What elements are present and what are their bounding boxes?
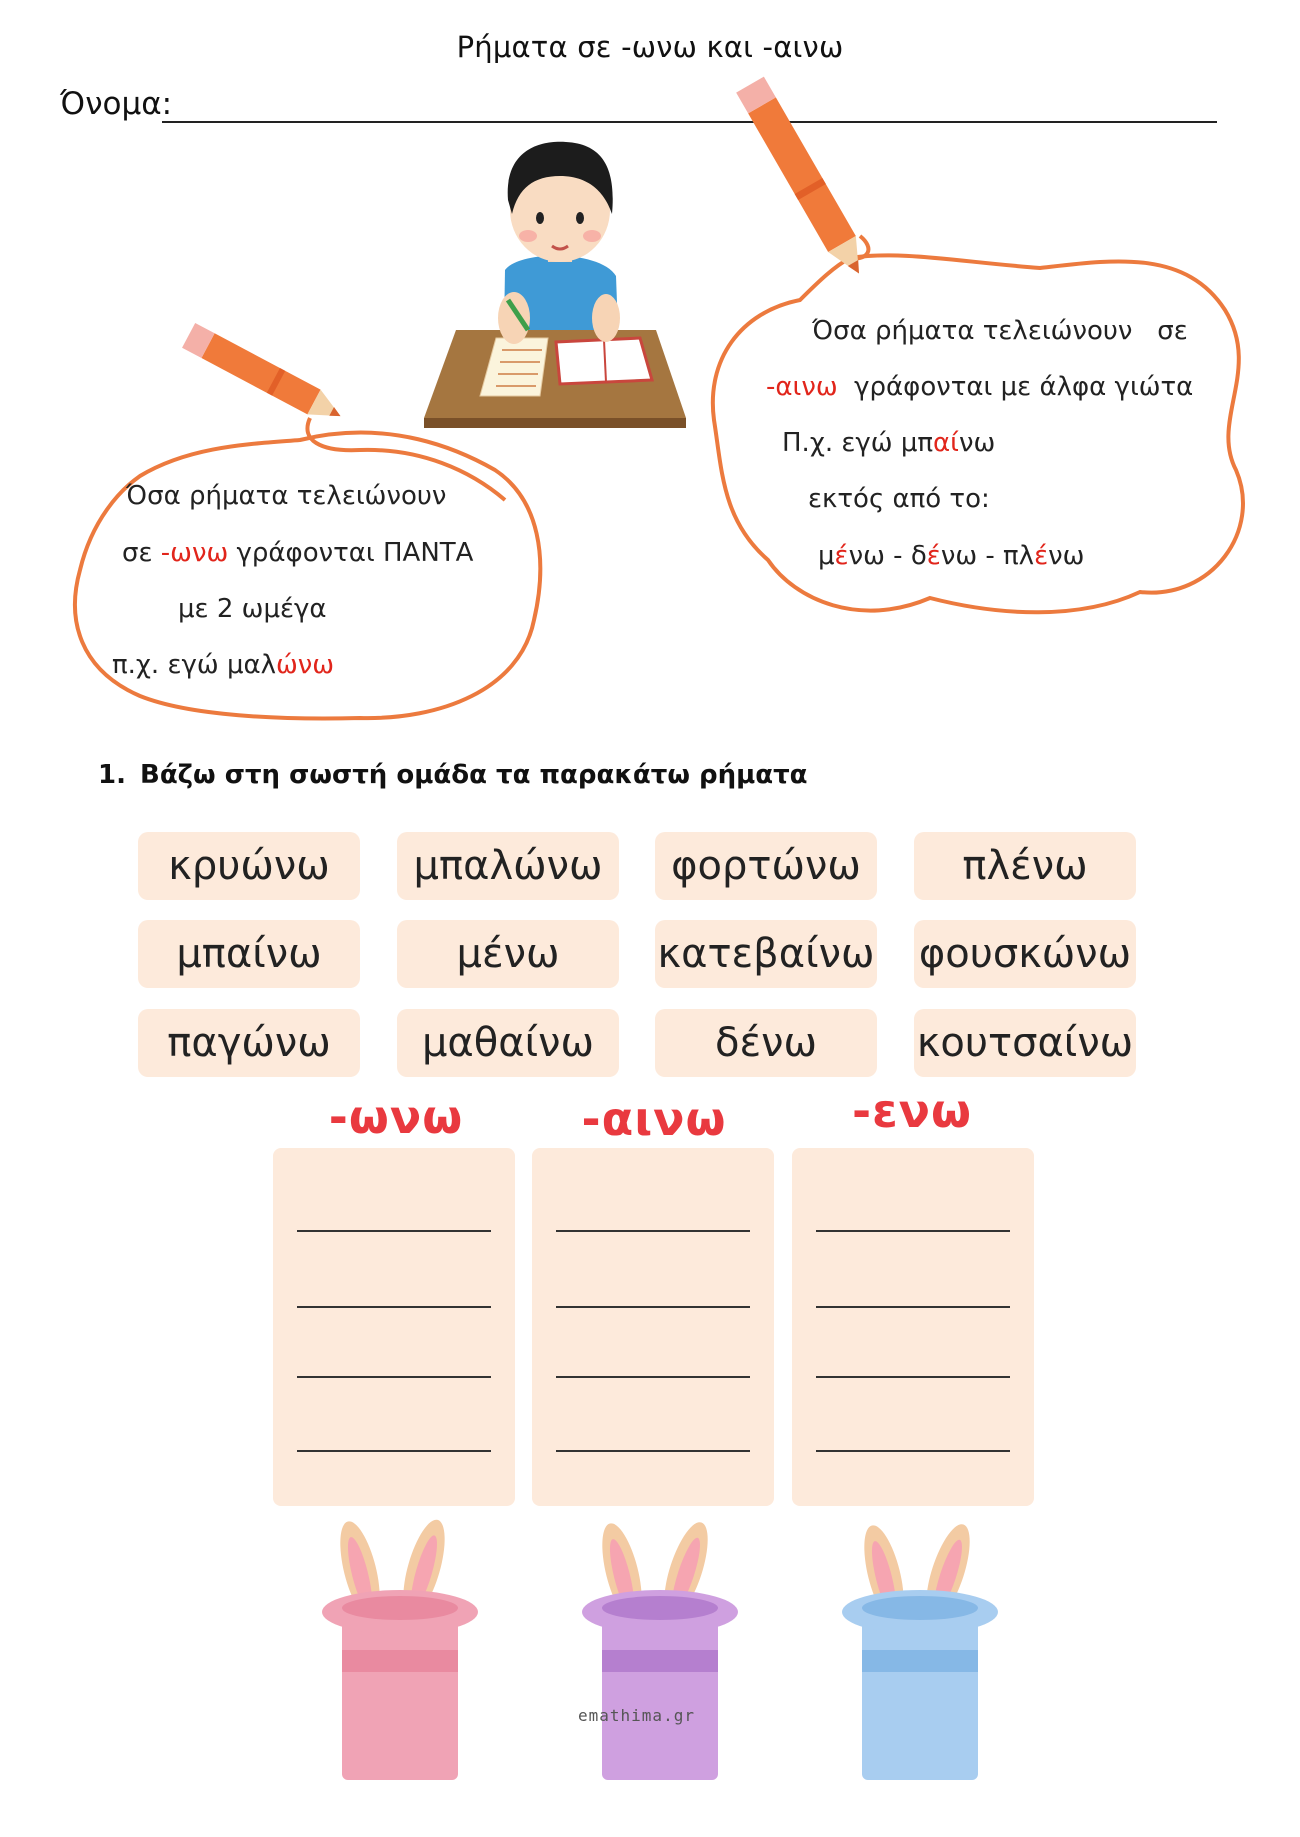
student-illustration-icon bbox=[424, 142, 686, 428]
right-cloud-line3 bbox=[782, 428, 995, 458]
column-heading-onw: -ωνω bbox=[328, 1090, 464, 1144]
word-tile[interactable]: φορτώνω bbox=[655, 832, 877, 900]
answer-line[interactable] bbox=[556, 1230, 750, 1232]
right-cloud-line5 bbox=[818, 541, 1084, 571]
answer-line[interactable] bbox=[816, 1306, 1010, 1308]
exception-word-2-b: νω bbox=[940, 541, 978, 571]
exception-word-2-red: έ bbox=[926, 541, 941, 571]
right-cloud-line2-post: γράφονται με άλφα γιώτα bbox=[837, 372, 1194, 402]
word-tile[interactable]: κρυώνω bbox=[138, 832, 360, 900]
pencil-right-icon bbox=[736, 77, 873, 282]
left-cloud-line1: Όσα ρήματα τελειώνουν bbox=[126, 481, 447, 511]
left-cloud-line2 bbox=[122, 538, 473, 568]
purple-hat-icon bbox=[560, 1510, 760, 1800]
exception-word-3-b: νω bbox=[1048, 541, 1085, 571]
word-tile[interactable]: φουσκώνω bbox=[914, 920, 1136, 988]
column-heading-enw: -ενω bbox=[851, 1084, 972, 1138]
word-tile[interactable]: μπαίνω bbox=[138, 920, 360, 988]
right-cloud-line2 bbox=[766, 372, 1193, 402]
answer-line[interactable] bbox=[297, 1450, 491, 1452]
answer-line[interactable] bbox=[297, 1376, 491, 1378]
answer-line[interactable] bbox=[816, 1450, 1010, 1452]
answer-panel-ainw bbox=[532, 1148, 774, 1506]
exception-separator-1: - bbox=[884, 541, 911, 571]
answer-panel-enw bbox=[792, 1148, 1034, 1506]
site-watermark: emathima.gr bbox=[578, 1706, 695, 1725]
exercise-text: Βάζω στη σωστή ομάδα τα παρακάτω ρήματα bbox=[140, 760, 808, 790]
column-heading-ainw: -αινω bbox=[581, 1092, 727, 1146]
left-cloud-line2-pre: σε bbox=[122, 538, 161, 568]
answer-panel-onw bbox=[273, 1148, 515, 1506]
word-tile[interactable]: παγώνω bbox=[138, 1009, 360, 1077]
word-tile[interactable]: μπαλώνω bbox=[397, 832, 619, 900]
answer-line[interactable] bbox=[556, 1376, 750, 1378]
exception-word-1-b: νω bbox=[848, 541, 885, 571]
left-cloud-line4-suffix: ώνω bbox=[276, 650, 335, 680]
exception-word-3-red: έ bbox=[1034, 541, 1049, 571]
answer-line[interactable] bbox=[556, 1450, 750, 1452]
word-tile[interactable]: κατεβαίνω bbox=[655, 920, 877, 988]
answer-line[interactable] bbox=[297, 1230, 491, 1232]
left-cloud-line3: με 2 ωμέγα bbox=[178, 594, 327, 624]
word-tile[interactable]: μαθαίνω bbox=[397, 1009, 619, 1077]
word-tile[interactable]: μένω bbox=[397, 920, 619, 988]
left-cloud-line2-suffix: -ωνω bbox=[160, 538, 229, 568]
right-cloud-line4: εκτός από το: bbox=[808, 484, 990, 514]
exception-word-3-a: πλ bbox=[1003, 541, 1035, 571]
answer-line[interactable] bbox=[816, 1230, 1010, 1232]
word-tile[interactable]: κουτσαίνω bbox=[914, 1009, 1136, 1077]
exception-word-2-a: δ bbox=[910, 541, 927, 571]
answer-line[interactable] bbox=[816, 1376, 1010, 1378]
pencil-left-icon bbox=[182, 323, 347, 428]
right-cloud-line1: Όσα ρήματα τελειώνουν σε bbox=[812, 316, 1188, 346]
right-cloud-line2-suffix: -αινω bbox=[766, 372, 838, 402]
word-tile[interactable]: δένω bbox=[655, 1009, 877, 1077]
right-cloud-line3-pre: Π.χ. εγώ μπ bbox=[782, 428, 934, 458]
answer-line[interactable] bbox=[556, 1306, 750, 1308]
exception-word-1-a: μ bbox=[818, 541, 835, 571]
name-label: Όνομα: bbox=[60, 86, 173, 122]
exercise-number: 1. bbox=[98, 760, 126, 790]
left-cloud-line2-post: γράφονται ΠΑΝΤΑ bbox=[228, 538, 474, 568]
left-cloud-line4 bbox=[112, 650, 334, 680]
exception-separator-2: - bbox=[977, 541, 1004, 571]
answer-line[interactable] bbox=[297, 1306, 491, 1308]
blue-hat-icon bbox=[820, 1510, 1020, 1800]
left-cloud-line4-pre: π.χ. εγώ μαλ bbox=[112, 650, 277, 680]
page-title: Ρήματα σε -ωνω και -αινω bbox=[456, 30, 844, 64]
right-cloud-line3-red: αί bbox=[933, 428, 959, 458]
pink-hat-icon bbox=[300, 1510, 500, 1800]
word-tile[interactable]: πλένω bbox=[914, 832, 1136, 900]
exception-word-1-red: έ bbox=[834, 541, 849, 571]
exercise-title bbox=[98, 760, 808, 790]
right-cloud-line3-post: νω bbox=[958, 428, 996, 458]
